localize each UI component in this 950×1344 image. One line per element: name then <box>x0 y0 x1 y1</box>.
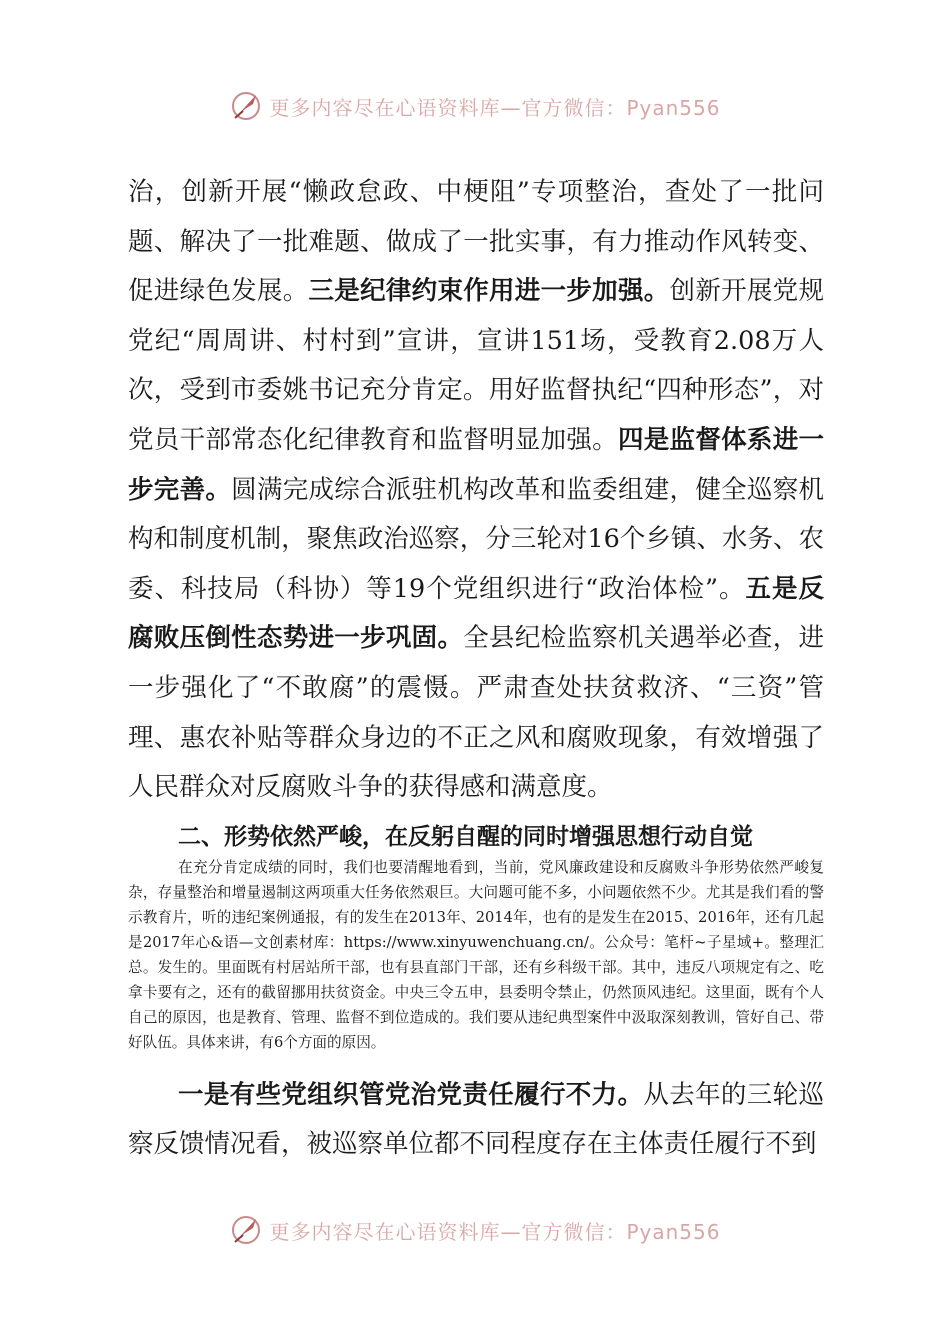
text-run: 治，创新开展“懒政怠政、中梗阻”专项整治，查处了一批问题、解决了一批难题、做成了一批实事，有力推动作风转变、促进绿色发展。 <box>128 177 824 307</box>
quill-logo-icon <box>229 89 263 123</box>
paragraph-situation: 在充分肯定成绩的同时，我们也要清醒地看到，当前，党风廉政建设和反腐败斗争形势依然严峻复杂，存量整治和增量遏制这两项重大任务依然艰巨。大问题可能不多，小问题依然不少。尤其是我们看的警示教育片，听的违纪案例通报，有的发生在2013年、2014年，也有的是发生在2015、2016年，还有几起是2017年心&语—文创素材库：https://www.xinyuwenchuang.cn/。公众号：笔杆~子星域+。整理汇总。发生的。里面既有村居站所干部，也有县直部门干部，还有乡科级干部。其中，违反八项规定有之、吃拿卡要有之，还有的截留挪用扶贫资金。中央三令五申，县委明令禁止，仍然顶风违纪。这里面，既有个人自己的原因，也是教育、管理、监督不到位造成的。我们要从违纪典型案件中汲取深刻教训，管好自己、带好队伍。具体来讲，有6个方面的原因。 <box>128 858 824 1051</box>
text-run: 创新开展党规党纪“周周讲、村村到”宣讲，宣讲151场，受教育2.08万人次，受到市委姚书记充分肯定。用好监督执纪“四种形态”，对党员干部常态化纪律教育和监督明显加强。 <box>128 276 824 455</box>
bold-run: 四是监督体系进一步完善。 <box>128 424 824 505</box>
text-run: 全县纪检监察机关遇举必查，进一步强化了“不敢腐”的震慑。严肃查处扶贫救济、“三资”管理、惠农补贴等群众身边的不正之风和腐败现象，有效增强了人民群众对反腐败斗争的获得感和满意度。 <box>128 623 824 803</box>
text-run: 圆满完成综合派驻机构改革和监委组建，健全巡察机构和制度机制，聚焦政治巡察，分三轮对16个乡镇、水务、农委、科技局（科协）等19个党组织进行“政治体检”。 <box>128 474 824 604</box>
watermark-text: 更多内容尽在心语资料库—官方微信：Pyan556 <box>269 95 721 120</box>
text-run: 从去年的三轮巡察反馈情况看，被巡察单位都不同程度存在主体责任履行不到 <box>128 1079 824 1160</box>
paragraph-reason-one <box>128 1071 824 1170</box>
document-body <box>128 168 824 1170</box>
bold-run: 五是反腐败压倒性态势进一步巩固。 <box>128 573 824 654</box>
quill-logo-icon <box>229 1213 263 1247</box>
watermark-header <box>0 84 950 128</box>
watermark-text: 更多内容尽在心语资料库—官方微信：Pyan556 <box>269 1219 721 1244</box>
section-heading: 二、形势依然严峻，在反躬自醒的同时增强思想行动自觉 <box>178 823 753 850</box>
bold-run: 一是有些党组织管党治党责任履行不力。 <box>178 1079 644 1110</box>
paragraph-achievements <box>128 168 824 813</box>
bold-run: 三是纪律约束作用进一步加强。 <box>308 276 670 307</box>
watermark-footer <box>0 1208 950 1252</box>
